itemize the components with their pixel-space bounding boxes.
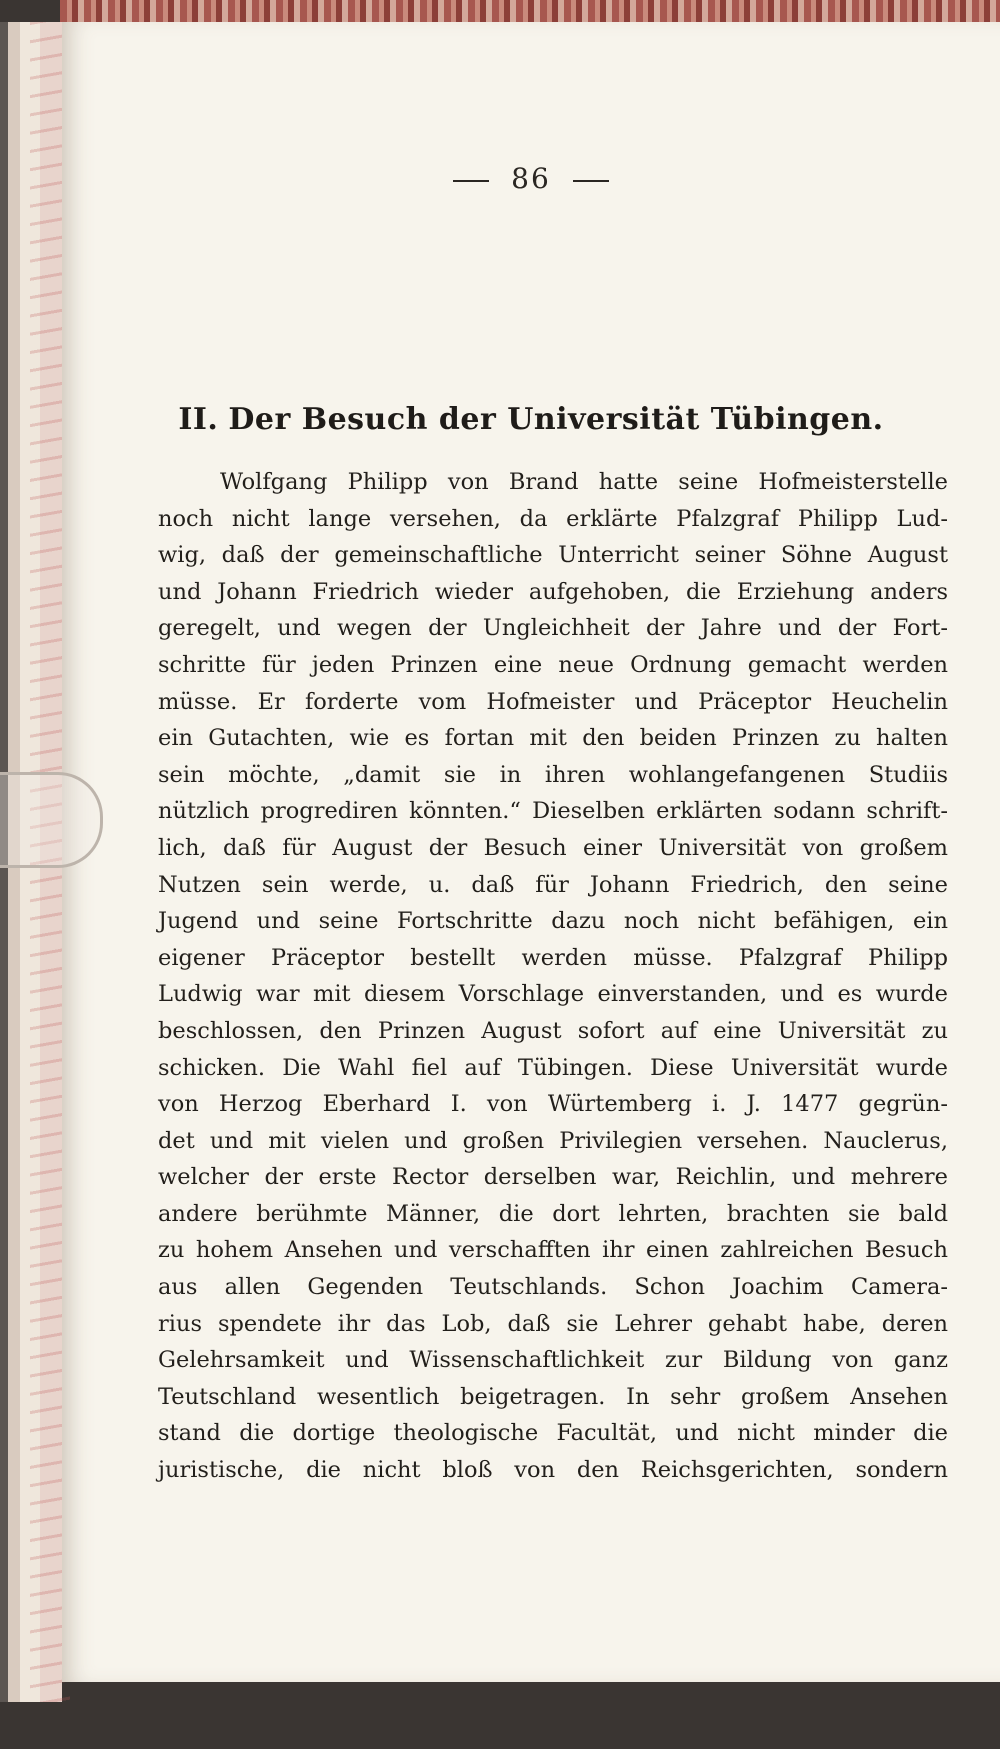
text-line: rius spendete ihr das Lob, daß sie Lehrer gehabt habe, deren bbox=[158, 1310, 948, 1337]
text-line: Ludwig war mit diesem Vorschlage einverstanden, und es wurde bbox=[158, 981, 948, 1008]
text-line: juristische, die nicht bloß von den Reichsgerichten, sondern bbox=[158, 1457, 948, 1484]
chapter-heading bbox=[62, 402, 1000, 437]
text-line: eigener Präceptor bestellt werden müsse. Pfalzgraf Philipp bbox=[158, 944, 948, 971]
text-line: von Herzog Eberhard I. von Würtemberg i. J. 1477 gegrün- bbox=[158, 1091, 948, 1118]
text-line: zu hohem Ansehen und verschafften ihr einen zahlreichen Besuch bbox=[158, 1237, 948, 1264]
page-number bbox=[62, 162, 1000, 195]
text-line: geregelt, und wegen der Ungleichheit der Jahre und der Fort- bbox=[158, 615, 948, 642]
book-top-edge bbox=[60, 0, 1000, 22]
dash-right bbox=[573, 180, 609, 182]
text-line: Jugend und seine Fortschritte dazu noch nicht befähigen, ein bbox=[158, 908, 948, 935]
text-line: müsse. Er forderte vom Hofmeister und Präceptor Heuchelin bbox=[158, 688, 948, 715]
text-line: Teutschland wesentlich beigetragen. In sehr großem Ansehen bbox=[158, 1383, 948, 1410]
text-line: stand die dortige theologische Facultät, und nicht minder die bbox=[158, 1420, 948, 1447]
page-number-value: 86 bbox=[511, 162, 551, 195]
text-line: Wolfgang Philipp von Brand hatte seine Hofmeisterstelle bbox=[220, 469, 948, 495]
text-line: noch nicht lange versehen, da erklärte Pfalzgraf Philipp Lud- bbox=[158, 505, 948, 532]
text-line: schritte für jeden Prinzen eine neue Ordnung gemacht werden bbox=[158, 651, 948, 678]
text-line: ein Gutachten, wie es fortan mit den beiden Prinzen zu halten bbox=[158, 725, 948, 752]
bookmark-ribbon bbox=[0, 772, 103, 868]
chapter-number: II. bbox=[178, 402, 219, 437]
text-line: beschlossen, den Prinzen August sofort auf eine Universität zu bbox=[158, 1017, 948, 1044]
text-line: Nutzen sein werde, u. daß für Johann Friedrich, den seine bbox=[158, 871, 948, 898]
text-line: und Johann Friedrich wieder aufgehoben, die Erziehung anders bbox=[158, 578, 948, 605]
text-line: sein möchte, „damit sie in ihren wohlangefangenen Studiis bbox=[158, 761, 948, 788]
chapter-title: Der Besuch der Universität Tübingen. bbox=[228, 402, 884, 437]
text-line: det und mit vielen und großen Privilegien versehen. Nauclerus, bbox=[158, 1127, 948, 1154]
text-line: wig, daß der gemeinschaftliche Unterricht seiner Söhne August bbox=[158, 542, 948, 569]
text-line: schicken. Die Wahl fiel auf Tübingen. Diese Universität wurde bbox=[158, 1054, 948, 1081]
text-line: Gelehrsamkeit und Wissenschaftlichkeit zur Bildung von ganz bbox=[158, 1347, 948, 1374]
text-line: nützlich progrediren könnten.“ Dieselben erklärten sodann schrift- bbox=[158, 798, 948, 825]
text-line: aus allen Gegenden Teutschlands. Schon Joachim Camera- bbox=[158, 1274, 948, 1301]
text-line: welcher der erste Rector derselben war, Reichlin, und mehrere bbox=[158, 1164, 948, 1191]
text-line: lich, daß für August der Besuch einer Universität von großem bbox=[158, 834, 948, 861]
text-line: andere berühmte Männer, die dort lehrten, brachten sie bald bbox=[158, 1200, 948, 1227]
body-text bbox=[158, 464, 948, 1489]
dash-left bbox=[453, 180, 489, 182]
